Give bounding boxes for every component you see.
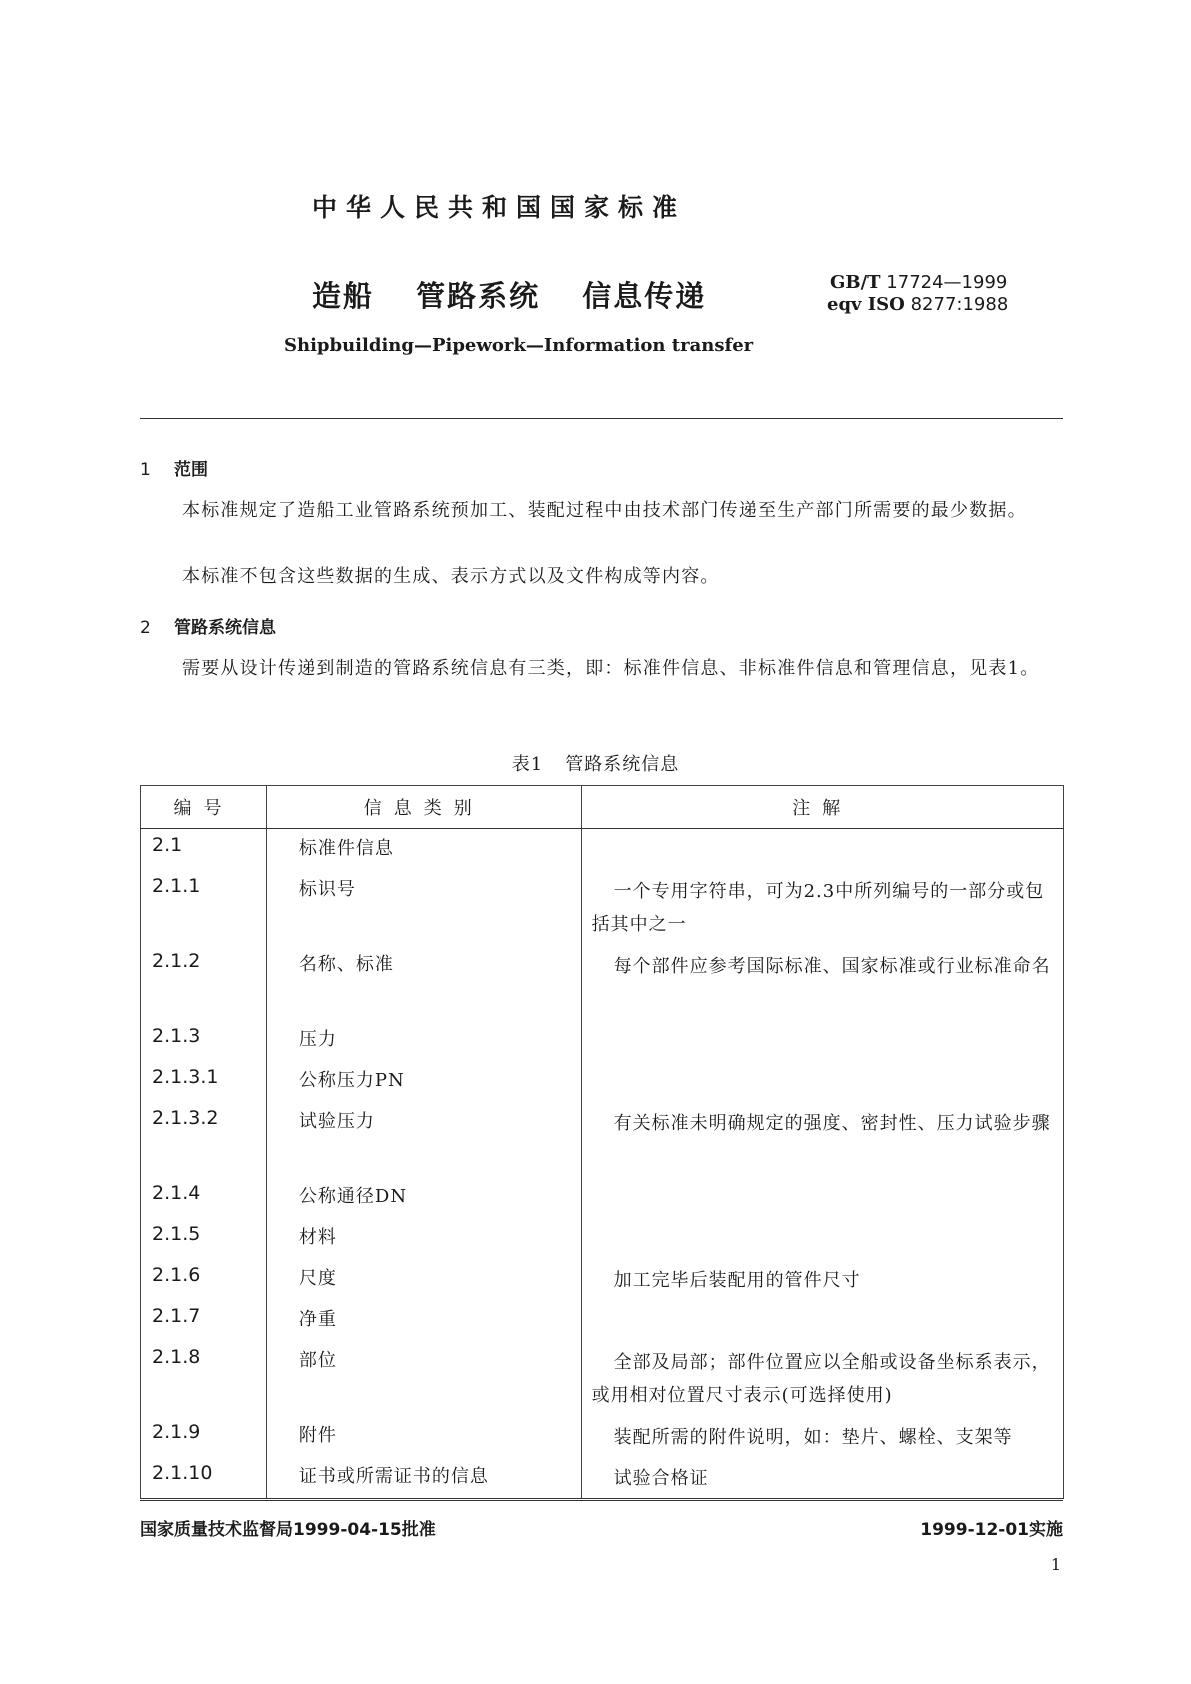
section-number: 2	[140, 618, 151, 638]
row-number: 2.1.9	[141, 1416, 267, 1457]
row-category: 附件	[266, 1416, 581, 1457]
title-part-shipbuilding: 造船	[312, 279, 375, 313]
row-number: 2.1.10	[141, 1457, 267, 1499]
row-category: 标识号	[266, 870, 581, 945]
pipework-info-table	[140, 785, 1064, 1499]
table-row	[141, 1218, 1064, 1259]
row-category: 材料	[266, 1218, 581, 1259]
section-title: 管路系统信息	[174, 618, 276, 638]
row-note: 一个专用字符串，可为2.3中所列编号的一部分或包括其中之一	[581, 870, 1063, 945]
table-row	[141, 1457, 1064, 1499]
row-note	[581, 1061, 1063, 1102]
english-title: Shipbuilding—Pipework—Information transfer	[284, 335, 754, 356]
section-2-heading	[140, 613, 276, 638]
row-category: 试验压力	[266, 1102, 581, 1177]
table-row	[141, 870, 1064, 945]
standard-number	[830, 272, 1008, 294]
table-row	[141, 1102, 1064, 1177]
table-row	[141, 1177, 1064, 1218]
row-note	[581, 1020, 1063, 1061]
row-note	[581, 1218, 1063, 1259]
header-note: 注解	[581, 786, 1063, 829]
row-number: 2.1.3.1	[141, 1061, 267, 1102]
row-number: 2.1.3.2	[141, 1102, 267, 1177]
section-1-heading	[140, 455, 208, 480]
row-category: 尺度	[266, 1259, 581, 1300]
header-divider	[140, 418, 1063, 419]
row-category: 压力	[266, 1020, 581, 1061]
standard-prefix: GB/T	[830, 272, 881, 293]
row-note: 有关标准未明确规定的强度、密封性、压力试验步骤	[581, 1102, 1063, 1177]
section-2-paragraph-1: 需要从设计传递到制造的管路系统信息有三类，即：标准件信息、非标准件信息和管理信息，见表1。	[182, 658, 1040, 679]
row-note	[581, 1177, 1063, 1218]
row-number: 2.1.5	[141, 1218, 267, 1259]
row-number: 2.1.4	[141, 1177, 267, 1218]
row-category: 证书或所需证书的信息	[266, 1457, 581, 1499]
header-number: 编号	[141, 786, 267, 829]
row-note: 每个部件应参考国际标准、国家标准或行业标准命名	[581, 945, 1063, 1020]
section-title: 范围	[174, 460, 208, 480]
table-row	[141, 829, 1064, 871]
row-note	[581, 829, 1063, 871]
equivalent-code: 8277:1988	[910, 294, 1009, 315]
table-row	[141, 1416, 1064, 1457]
table-row	[141, 1061, 1064, 1102]
row-number: 2.1.7	[141, 1300, 267, 1341]
table-header-row	[141, 786, 1064, 829]
row-note: 试验合格证	[581, 1457, 1063, 1499]
section-number: 1	[140, 460, 151, 480]
table-row	[141, 1020, 1064, 1061]
row-number: 2.1	[141, 829, 267, 871]
row-number: 2.1.3	[141, 1020, 267, 1061]
table-row	[141, 1259, 1064, 1300]
table-caption-label: 表1	[511, 754, 544, 775]
table-row	[141, 945, 1064, 1020]
row-number: 2.1.1	[141, 870, 267, 945]
row-number: 2.1.6	[141, 1259, 267, 1300]
row-note: 加工完毕后装配用的管件尺寸	[581, 1259, 1063, 1300]
table-row	[141, 1300, 1064, 1341]
row-category: 公称通径DN	[266, 1177, 581, 1218]
effective-date: 1999-12-01实施	[920, 1520, 1063, 1540]
page-number: 1	[1050, 1555, 1061, 1574]
approval-statement: 国家质量技术监督局1999-04-15批准	[140, 1520, 436, 1540]
row-note: 装配所需的附件说明，如：垫片、螺栓、支架等	[581, 1416, 1063, 1457]
national-standard-title: 中华人民共和国国家标准	[312, 193, 687, 222]
row-category: 名称、标准	[266, 945, 581, 1020]
equivalent-standard	[827, 294, 1008, 316]
equivalent-prefix: eqv ISO	[827, 294, 905, 315]
row-note: 全部及局部；部件位置应以全船或设备坐标系表示，或用相对位置尺寸表示(可选择使用)	[581, 1341, 1063, 1416]
title-part-pipework: 管路系统	[416, 279, 541, 313]
row-category: 公称压力PN	[266, 1061, 581, 1102]
row-category: 标准件信息	[266, 829, 581, 871]
header-category: 信息类别	[266, 786, 581, 829]
row-category: 部位	[266, 1341, 581, 1416]
table-caption-title: 管路系统信息	[565, 754, 680, 775]
table-caption	[0, 750, 1191, 776]
section-1-paragraph-1: 本标准规定了造船工业管路系统预加工、装配过程中由技术部门传递至生产部门所需要的最少数据。	[182, 500, 1027, 521]
row-category: 净重	[266, 1300, 581, 1341]
standard-number-block	[827, 272, 1009, 316]
row-number: 2.1.2	[141, 945, 267, 1020]
row-note	[581, 1300, 1063, 1341]
table-row	[141, 1341, 1064, 1416]
footer-divider	[140, 1500, 1063, 1501]
standard-code: 17724—1999	[886, 272, 1008, 293]
title-part-information-transfer: 信息传递	[582, 279, 707, 313]
row-number: 2.1.8	[141, 1341, 267, 1416]
document-title	[312, 274, 736, 315]
section-1-paragraph-2: 本标准不包含这些数据的生成、表示方式以及文件构成等内容。	[182, 566, 720, 587]
